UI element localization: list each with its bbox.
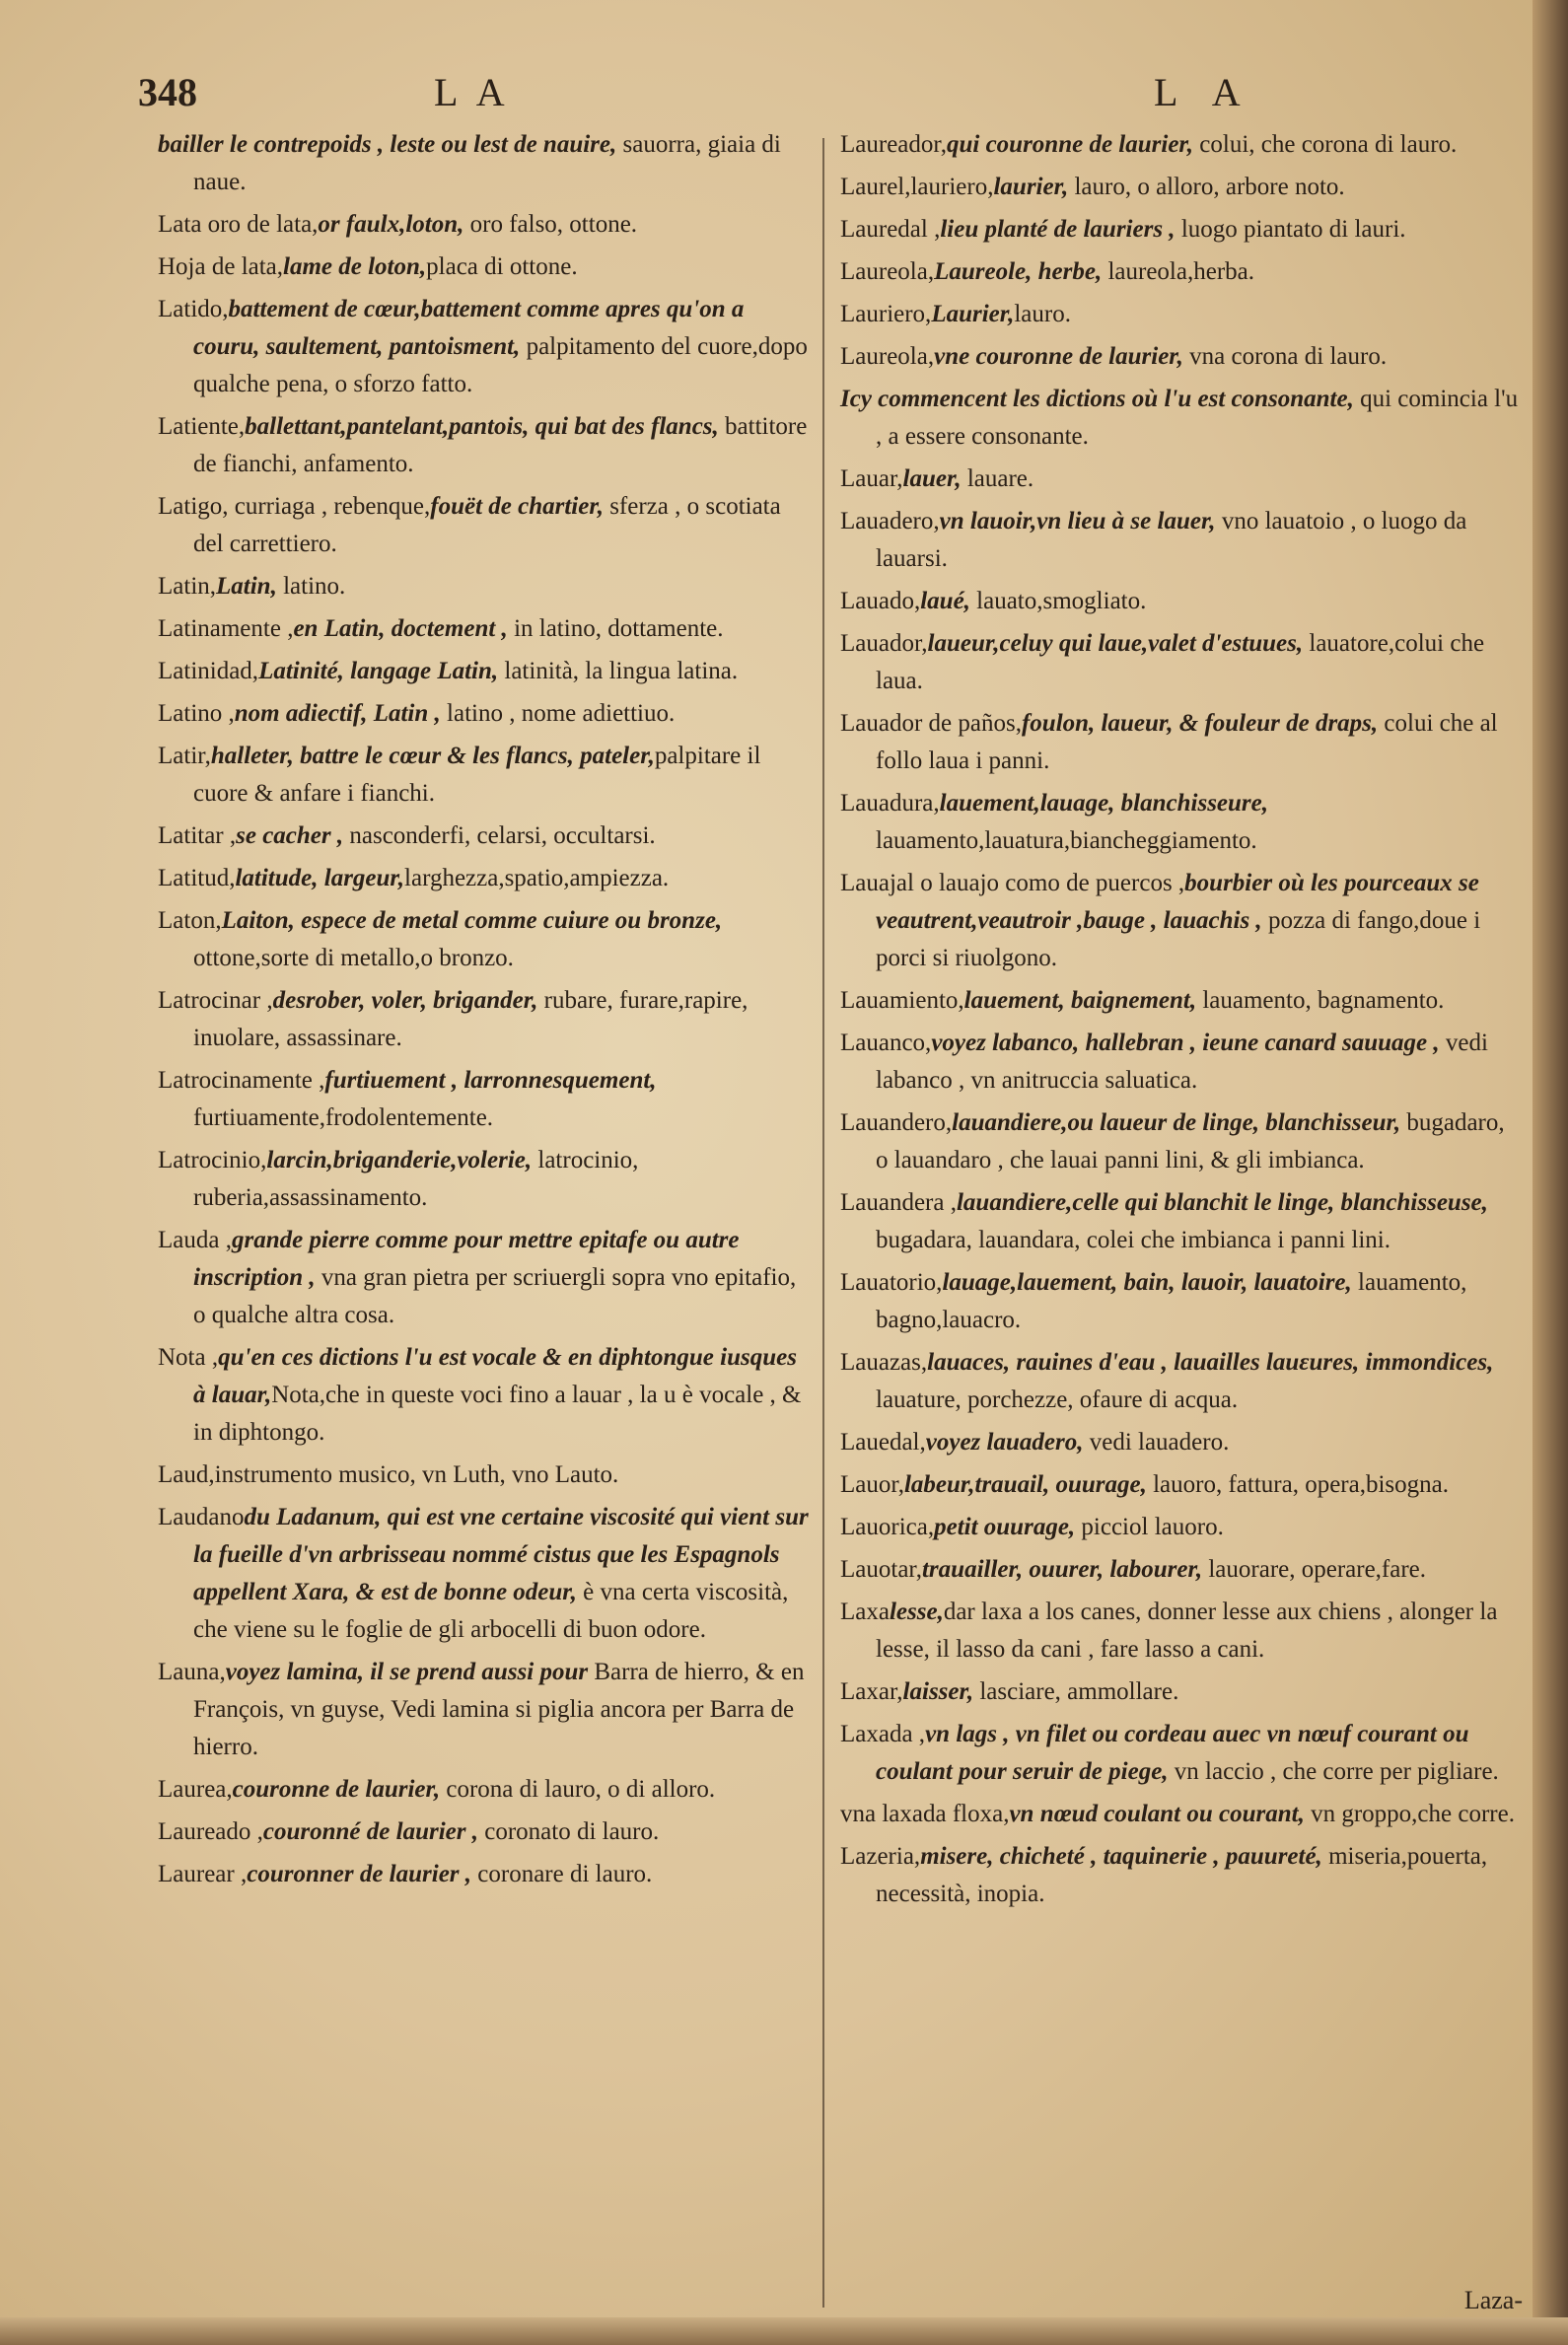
entry-headword: Lauar, [840,465,903,492]
dictionary-entry [840,169,1521,206]
entry-french-gloss: trauailler, ouurer, labourer, [921,1556,1203,1583]
entry-french-gloss: latitude, largeur, [235,865,405,891]
entry-headword: Laxada , [840,1721,926,1747]
entry-italian-gloss: battitore de fianchi, anfamento. [193,413,808,477]
dictionary-entry [840,338,1521,376]
entry-italian-gloss: lauorare, operare,fare. [1202,1556,1427,1583]
entry-headword: vna laxada floxa, [840,1801,1010,1827]
dictionary-entry [158,653,809,690]
dictionary-entry [158,1339,809,1452]
entry-french-gloss: bourbier où les pourceaux se veautrent,veautroir ,bauge , lauachis , [876,870,1479,934]
entry-headword: Latitud, [158,865,236,891]
entry-french-gloss: qui couronne de laurier, [946,131,1194,158]
entry-french-gloss: nom adiectif, Latin , [234,700,441,727]
dictionary-entry [158,126,809,201]
dictionary-entry [840,1466,1521,1504]
dictionary-entry [158,408,809,483]
entry-italian-gloss: Barra de hierro, & en François, vn guyse, Vedi lamina si piglia ancora per Barra de hierro. [193,1659,805,1760]
entry-french-gloss: labeur,trauail, ouurage, [903,1471,1147,1498]
entry-italian-gloss: lauoro, fattura, opera,bisogna. [1146,1471,1449,1498]
left-column [158,126,809,1898]
dictionary-entry [158,902,809,977]
dictionary-entry [158,1771,809,1809]
entry-headword: Latinamente , [158,615,294,642]
catchword: Laza- [1463,2286,1523,2314]
dictionary-entry [840,625,1521,700]
entry-french-gloss: vn lags , vn filet ou cordeau auec vn nœuf courant ou coulant pour seruir de piege, [876,1721,1469,1785]
entry-headword: Lazeria, [840,1843,921,1870]
entry-headword: Lauandera , [840,1189,957,1216]
entry-italian-gloss: larghezza,spatio,ampiezza. [404,865,670,891]
entry-headword: Lauandero, [840,1109,953,1136]
entry-headword: Lauadero, [840,508,940,534]
entry-french-gloss: lame de loton, [283,253,427,280]
entry-french-gloss: qu'en ces dictions l'u est vocale & en diphtongue iusques à lauar, [193,1344,797,1408]
page-edge-shadow-right [1532,0,1568,2345]
entry-headword: Laton, [158,907,222,934]
entry-headword: Latrocinar , [158,987,273,1014]
entry-headword: Hoja de lata, [158,253,284,280]
dictionary-entry [840,1673,1521,1711]
entry-headword: Latigo, curriaga , rebenque, [158,493,431,520]
entry-french-gloss: lauement,lauage, blanchisseure, [939,790,1269,817]
entry-french-gloss: lauandiere,celle qui blanchit le linge, blanchisseuse, [956,1189,1488,1216]
entry-french-gloss: vn lauoir,vn lieu à se lauer, [939,508,1216,534]
entry-italian-gloss: ottone,sorte di metallo,o bronzo. [193,945,514,971]
entry-headword: Latin, [158,573,217,600]
dictionary-entry [840,1796,1521,1833]
entry-italian-gloss: colui che al follo laua i panni. [876,710,1498,774]
entry-headword: Lauedal, [840,1429,926,1456]
dictionary-entry [840,785,1521,860]
entry-italian-gloss: latinità, la lingua latina. [498,658,739,684]
entry-italian-gloss: palpitare il cuore & anfare i fianchi. [193,743,761,807]
dictionary-entry [158,249,809,286]
dictionary-entry [840,1104,1521,1179]
entry-italian-gloss: coronato di lauro. [477,1818,660,1845]
page-number: 348 [138,70,197,114]
dictionary-entry [840,461,1521,498]
dictionary-entry [158,1654,809,1766]
entry-french-gloss: petit ouurage, [934,1514,1076,1540]
entry-italian-gloss: laureola,herba. [1102,258,1254,285]
entry-headword: Laureola, [840,258,935,285]
entry-italian-gloss: furtiuamente,frodolentemente. [193,1104,494,1131]
entry-headword: Lauador, [840,630,928,657]
entry-italian-gloss: lauro. [1014,301,1071,327]
entry-italian-gloss: sauorra, giaia di naue. [193,131,781,195]
entry-headword: Lauado, [840,588,921,614]
entry-headword: Lauador de paños, [840,710,1022,737]
entry-italian-gloss: sferza , o scotiata del carrettiero. [193,493,781,557]
entry-headword: Lauotar, [840,1556,922,1583]
entry-headword: Launa, [158,1659,226,1685]
entry-french-gloss: desrober, voler, brigander, [272,987,538,1014]
dictionary-entry [158,1856,809,1893]
entry-headword: Latiente, [158,413,246,440]
entry-headword: Lauanco, [840,1030,932,1056]
entry-italian-gloss: vn laccio , che corre per pigliare. [1168,1758,1499,1785]
page-edge-shadow-bottom [0,2317,1568,2345]
entry-french-gloss: misere, chicheté , taquinerie , pauureté, [920,1843,1322,1870]
entry-italian-gloss: pozza di fango,doue i porci si riuolgono. [876,907,1481,971]
entry-french-gloss: vne couronne de laurier, [934,343,1183,370]
entry-headword: Lauamiento, [840,987,964,1014]
entry-italian-gloss: è vna certa viscosità, che viene su le foglie de gli arbocelli di buon odore. [193,1579,789,1643]
entry-french-gloss: vn nœud coulant ou courant, [1009,1801,1305,1827]
dictionary-entry [840,1716,1521,1791]
dictionary-entry [158,982,809,1057]
entry-french-gloss: laisser, [902,1678,974,1705]
dictionary-entry [158,1142,809,1217]
entry-italian-gloss: instrumento musico, vn Luth, vno Lauto. [214,1461,619,1488]
entry-italian-gloss: vedi lauadero. [1083,1429,1230,1456]
entry-headword: Laureola, [840,343,935,370]
dictionary-entry [840,982,1521,1020]
dictionary-entry [840,583,1521,620]
dictionary-entry [158,695,809,733]
entry-french-gloss: ballettant,pantelant,pantois, qui bat des flancs, [245,413,719,440]
entry-french-gloss: bailler le contrepoids , leste ou lest de nauire, [158,131,617,158]
right-column [840,126,1521,1918]
entry-french-gloss: lieu planté de lauriers , [940,216,1176,243]
entry-italian-gloss: lauamento,lauatura,bianchеggiamento. [876,827,1257,854]
entry-french-gloss: lauaces, rauines d'eau , lauailles lauεures, immondices, [927,1349,1494,1376]
entry-french-gloss: lauer, [902,465,962,492]
entry-italian-gloss: corona di lauro, o di alloro. [440,1776,716,1803]
entry-headword: Latrocinamente , [158,1067,325,1094]
entry-italian-gloss: colui, che corona di lauro. [1193,131,1458,158]
entry-french-gloss: lauement, baignement, [963,987,1197,1014]
dictionary-entry [840,1838,1521,1913]
entry-french-gloss: laué, [920,588,970,614]
entry-italian-gloss: lauato,smogliato. [969,588,1147,614]
entry-french-gloss: lesse, [889,1599,944,1625]
entry-french-gloss: Laiton, espece de metal comme cuiure ou bronze, [221,907,723,934]
entry-headword: Latino , [158,700,235,727]
entry-headword: Latinidad, [158,658,259,684]
entry-headword: Laureado , [158,1818,263,1845]
dictionary-entry [158,738,809,813]
entry-italian-gloss: in latino, dottamente. [507,615,724,642]
dictionary-entry [840,503,1521,578]
dictionary-entry [158,1813,809,1851]
entry-headword: Laurel,lauriero, [840,174,994,200]
dictionary-entry [158,860,809,897]
entry-headword: Latitar , [158,822,237,849]
entry-french-gloss: lauage,lauement, bain, lauoir, lauatoire, [942,1269,1352,1296]
entry-italian-gloss: bugadara, lauandara, colei che imbianca i panni lini. [876,1227,1390,1253]
entry-italian-gloss: placa di ottone. [426,253,578,280]
entry-italian-gloss: coronare di lauro. [471,1861,653,1887]
entry-italian-gloss: lasciare, ammollare. [973,1678,1179,1705]
dictionary-entry [840,1509,1521,1546]
entry-headword: Lauorica, [840,1514,935,1540]
entry-italian-gloss: lauamento, bagnamento. [1196,987,1445,1014]
entry-french-gloss: couronner de laurier , [247,1861,472,1887]
entry-italian-gloss: luogo piantato di lauri. [1175,216,1406,243]
dictionary-entry [158,206,809,244]
dictionary-entry [158,610,809,648]
entry-italian-gloss: vedi labanco , vn anitruccia saluatica. [876,1030,1488,1094]
entry-french-gloss: en Latin, doctement , [293,615,508,642]
entry-italian-gloss: vn groppo,che corre. [1304,1801,1515,1827]
entry-french-gloss: voyez labanco, hallebran , ieune canard sauuage , [931,1030,1440,1056]
dictionary-entry [840,1025,1521,1100]
entry-headword: Latrocinio, [158,1147,267,1173]
dictionary-entry [840,865,1521,977]
dictionary-entry [840,1264,1521,1339]
entry-headword: Lauriero, [840,301,932,327]
entry-italian-gloss: lauare. [961,465,1034,492]
entry-french-gloss: battement de cœur,battement comme apres qu'on a couru, saultement, pantoisment, [193,296,745,360]
entry-french-gloss: du Ladanum, qui est vne certaine viscosité qui vient sur la fueille d'vn arbrisseau nommé cistus que les Espagnols appellent Xara, & est de bonne odeur, [193,1504,809,1605]
entry-french-gloss: laueur,celuy qui laue,valet d'estuues, [927,630,1304,657]
dictionary-entry [840,126,1521,164]
entry-italian-gloss: nasconderfi, celarsi, occultarsi. [343,822,656,849]
entry-italian-gloss: rubare, furare,rapire, inuolare, assassinare. [193,987,748,1051]
entry-headword: Lauda , [158,1227,232,1253]
entry-headword: Laud, [158,1461,215,1488]
entry-french-gloss: couronné de laurier , [262,1818,478,1845]
entry-italian-gloss: lauature, porchezze, ofaure di acqua. [876,1386,1239,1413]
dictionary-entry [840,296,1521,333]
entry-italian-gloss: palpitamento del cuore,dopo qualche pena, o sforzo fatto. [193,333,808,397]
dictionary-entry [840,211,1521,249]
dictionary-entry [158,817,809,855]
dictionary-entry [158,1499,809,1649]
entry-french-gloss: Laurier, [931,301,1015,327]
dictionary-entry [840,1551,1521,1589]
entry-french-gloss: or faulx,loton, [318,211,464,238]
entry-headword: Laxar, [840,1678,903,1705]
entry-italian-gloss: vna corona di lauro. [1182,343,1388,370]
entry-french-gloss: furtiuement , larronnesquement, [324,1067,657,1094]
entry-italian-gloss: vna gran pietra per scriuergli sopra vno epitafio, o qualche altra cosa. [193,1264,797,1328]
dictionary-entry [158,1062,809,1137]
entry-italian-gloss: miseria,pouerta, necessità, inopia. [876,1843,1488,1907]
dictionary-entry [158,291,809,403]
entry-headword: Laudano [158,1504,245,1530]
dictionary-entry [840,705,1521,780]
entry-french-gloss: larcin,briganderie,volerie, [266,1147,533,1173]
entry-french-gloss: Latinité, langage Latin, [258,658,499,684]
running-head-left: L A [434,70,511,114]
dictionary-entry [840,1424,1521,1461]
dictionary-entry [158,1222,809,1334]
entry-headword: Lauatorio, [840,1269,943,1296]
entry-headword: Lauazas, [840,1349,928,1376]
entry-french-gloss: Laureole, herbe, [934,258,1103,285]
entry-french-gloss: Icy commencent les dictions où l'u est consonante, [840,386,1354,412]
entry-french-gloss: voyez lauadero, [925,1429,1084,1456]
column-divider-rule [822,138,824,2308]
dictionary-entry [840,1344,1521,1419]
entry-headword: Laureador, [840,131,947,158]
entry-headword: Lauajal o lauajo como de puercos , [840,870,1185,896]
entry-headword: Lauredal , [840,216,941,243]
entry-french-gloss: fouët de chartier, [430,493,604,520]
entry-italian-gloss: picciol lauoro. [1075,1514,1224,1540]
entry-italian-gloss: latino. [276,573,346,600]
dictionary-entry [840,381,1521,456]
dictionary-entry [158,488,809,563]
entry-italian-gloss: lauro, o alloro, arbore noto. [1068,174,1345,200]
entry-italian-gloss: oro falso, ottone. [463,211,638,238]
entry-italian-gloss: vno lauatoio , o luogo da lauarsi. [876,508,1467,572]
entry-headword: Latir, [158,743,211,769]
entry-french-gloss: laurier, [993,174,1069,200]
entry-headword: Lata oro de lata, [158,211,319,238]
entry-headword: Lauor, [840,1471,904,1498]
entry-french-gloss: voyez lamina, il se prend aussi pour [225,1659,589,1685]
dictionary-entry [840,1594,1521,1669]
entry-french-gloss: foulon, laueur, & fouleur de draps, [1021,710,1379,737]
dictionary-entry [158,568,809,605]
entry-french-gloss: halleter, battre le cœur & les flancs, pateler, [210,743,655,769]
entry-headword: Nota , [158,1344,219,1371]
entry-french-gloss: couronne de laurier, [232,1776,441,1803]
entry-headword: Laurear , [158,1861,248,1887]
page-header [0,69,1568,128]
entry-french-gloss: Latin, [216,573,277,600]
entry-italian-gloss: lauamento, bagno,lauacro. [876,1269,1467,1333]
entry-french-gloss: grande pierre comme pour mettre epitafe ou autre inscription , [193,1227,740,1291]
running-head-right: L A [1154,70,1254,114]
entry-headword: Latido, [158,296,229,322]
entry-italian-gloss: qui comincia l'u , a essere consonante. [876,386,1519,450]
entry-italian-gloss: lauatore,colui che laua. [876,630,1485,694]
entry-headword: Lauadura, [840,790,940,817]
entry-italian-gloss: dar laxa a los canes, donner lesse aux chiens , alonger la lesse, il lasso da cani , fare lasso a cani. [876,1599,1498,1663]
dictionary-entry [840,253,1521,291]
dictionary-entry [840,1184,1521,1259]
entry-french-gloss: se cacher , [236,822,344,849]
entry-headword: Laxa [840,1599,890,1625]
entry-italian-gloss: latino , nome adiettiuo. [440,700,676,727]
entry-italian-gloss: latrocinio, ruberia,assassinamento. [193,1147,639,1211]
entry-headword: Laurea, [158,1776,233,1803]
entry-french-gloss: lauandiere,ou laueur de linge, blanchisseur, [952,1109,1401,1136]
entry-italian-gloss: Nota,che in queste voci fino a lauar , la u è vocale , & in diphtongo. [193,1382,802,1446]
dictionary-entry [158,1457,809,1494]
entry-italian-gloss: bugadaro, o lauandaro , che lauai panni lini, & gli imbianca. [876,1109,1505,1173]
